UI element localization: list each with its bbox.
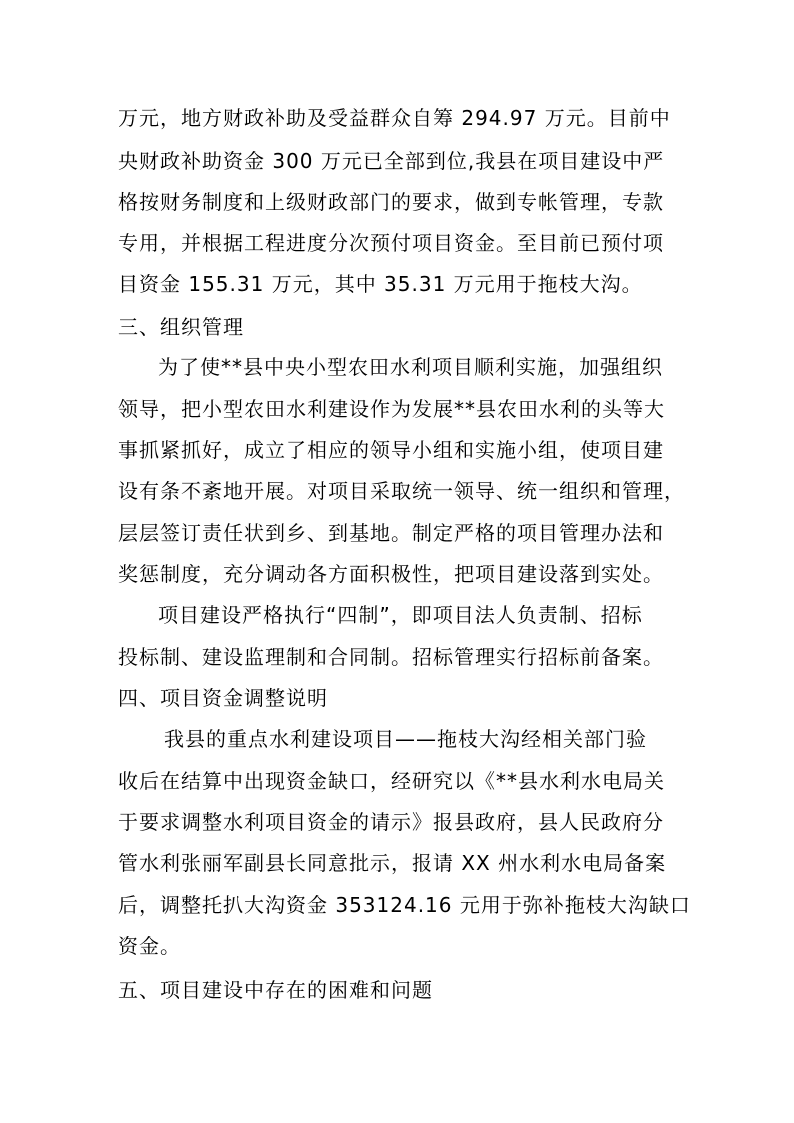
section-heading: 四、项目资金调整说明 (118, 686, 328, 710)
paragraph-line: 为了使**县中央小型农田水利项目顺利实施，加强组织 (158, 355, 663, 379)
paragraph-line: 领导，把小型农田水利建设作为发展**县农田水利的头等大 (118, 397, 665, 421)
paragraph-line: 目资金 155.31 万元，其中 35.31 万元用于拖枝大沟。 (118, 272, 643, 296)
paragraph-line: 我县的重点水利建设项目——拖枝大沟经相关部门验 (164, 727, 647, 751)
paragraph-line: 万元，地方财政补助及受益群众自筹 294.97 万元。目前中 (118, 106, 671, 130)
paragraph-line: 投标制、建设监理制和合同制。招标管理实行招标前备案。 (118, 645, 664, 669)
paragraph-line: 央财政补助资金 300 万元已全部到位,我县在项目建设中严 (118, 149, 665, 173)
paragraph-line: 收后在结算中出现资金缺口，经研究以《**县水利水电局关 (118, 769, 665, 793)
paragraph-line: 层层签订责任状到乡、到基地。制定严格的项目管理办法和 (118, 521, 664, 545)
paragraph-line: 管水利张丽军副县长同意批示，报请 XX 州水利水电局备案 (118, 851, 667, 875)
paragraph-line: 格按财务制度和上级财政部门的要求，做到专帐管理，专款 (118, 190, 664, 214)
paragraph-line: 奖惩制度，充分调动各方面积极性，把项目建设落到实处。 (118, 562, 664, 586)
paragraph-line: 专用，并根据工程进度分次预付项目资金。至目前已预付项 (118, 231, 664, 255)
paragraph-line: 事抓紧抓好，成立了相应的领导小组和实施小组，使项目建 (118, 438, 664, 462)
paragraph-line: 于要求调整水利项目资金的请示》报县政府，县人民政府分 (118, 810, 664, 834)
section-heading: 三、组织管理 (118, 315, 244, 339)
paragraph-line: 项目建设严格执行“四制”，即项目法人负责制、招标 (158, 603, 643, 627)
paragraph-line: 后，调整托扒大沟资金 353124.16 元用于弥补拖枝大沟缺口 (118, 893, 691, 917)
section-heading: 五、项目建设中存在的困难和问题 (118, 978, 433, 1002)
paragraph-line: 设有条不紊地开展。对项目采取统一领导、统一组织和管理， (118, 479, 685, 503)
paragraph-line: 资金。 (118, 934, 181, 958)
